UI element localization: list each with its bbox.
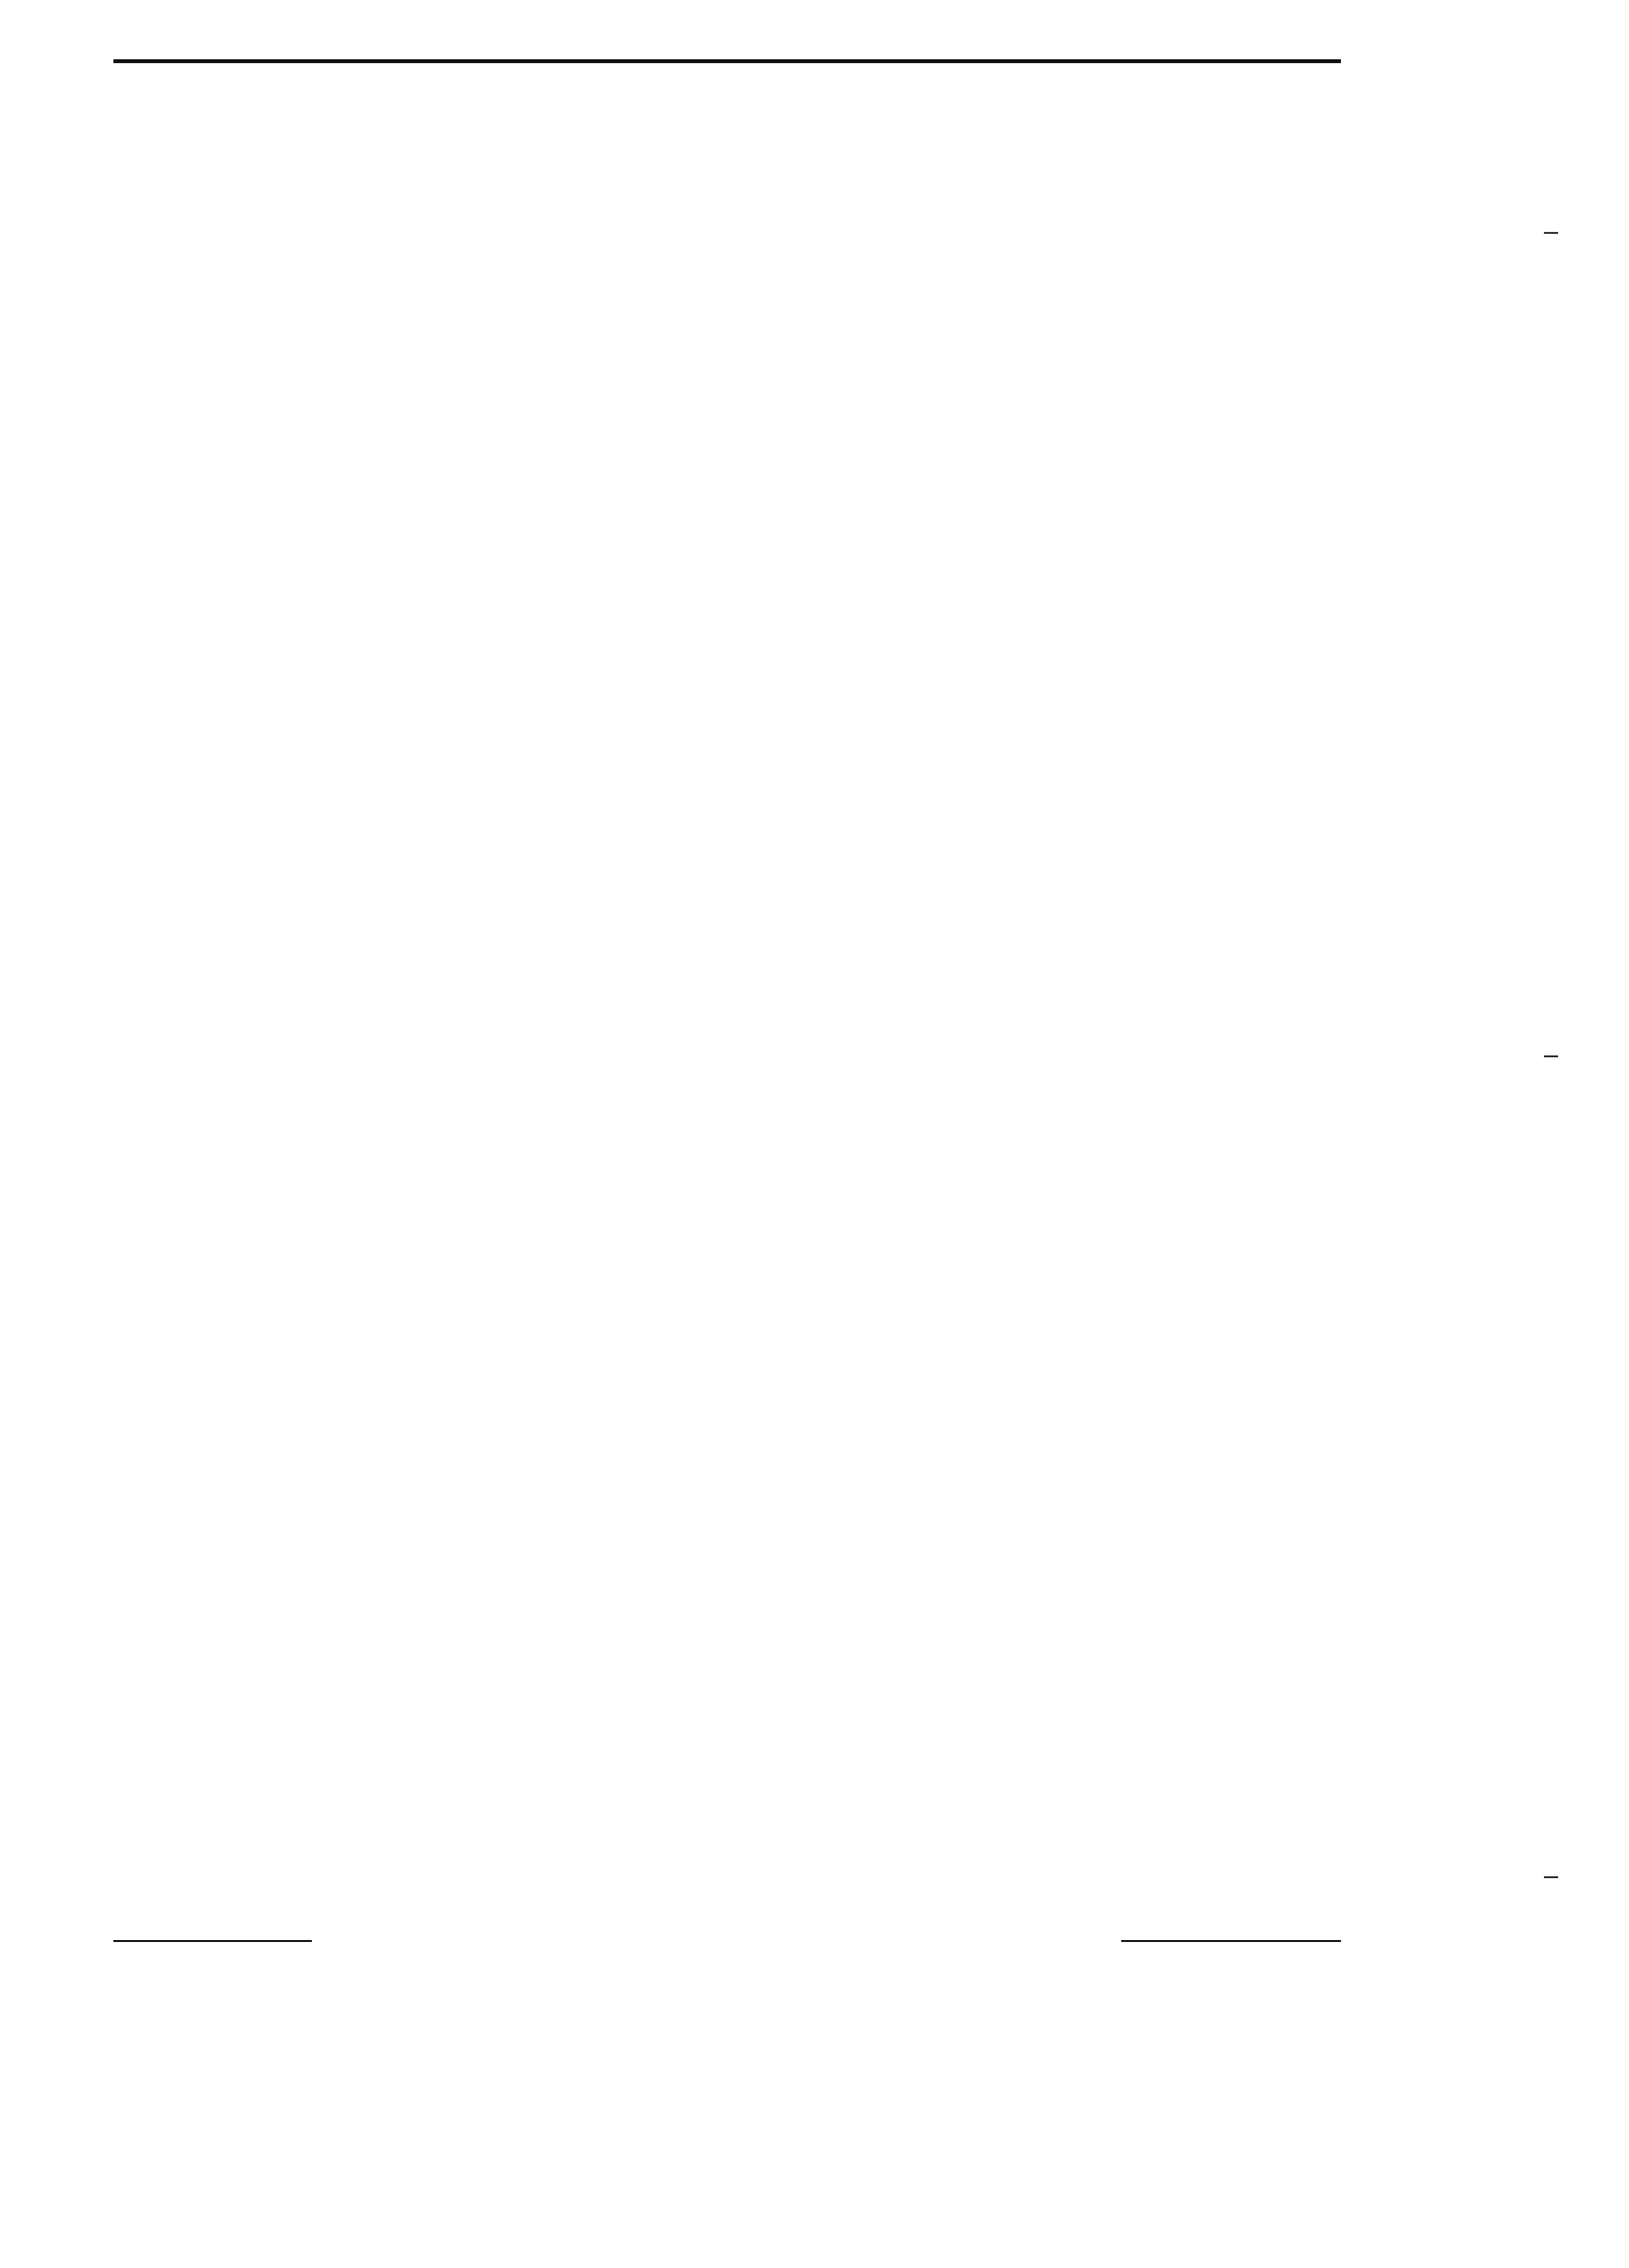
table-row bbox=[0, 307, 1629, 331]
table-row bbox=[0, 355, 1629, 379]
table-row bbox=[0, 1555, 1629, 1579]
table-row bbox=[0, 1131, 1629, 1155]
table-row bbox=[0, 1698, 1629, 1722]
table-row bbox=[0, 917, 1629, 941]
table-row bbox=[0, 1841, 1629, 1865]
table-row bbox=[0, 427, 1629, 450]
table-row bbox=[0, 1083, 1629, 1107]
table-row bbox=[0, 1865, 1629, 1888]
table-row bbox=[0, 1059, 1629, 1083]
table-row bbox=[0, 822, 1629, 845]
table-row bbox=[0, 1318, 1629, 1341]
table-row bbox=[0, 450, 1629, 474]
table-row bbox=[0, 1035, 1629, 1059]
table-row bbox=[0, 1817, 1629, 1841]
table-row bbox=[0, 165, 1629, 189]
table-row bbox=[0, 1202, 1629, 1226]
table-row bbox=[0, 498, 1629, 522]
margin-mark bbox=[1544, 232, 1558, 234]
table-row bbox=[0, 988, 1629, 1012]
table-row bbox=[0, 1722, 1629, 1745]
table-row bbox=[0, 1155, 1629, 1178]
margin-mark bbox=[1544, 1055, 1558, 1057]
table-row bbox=[0, 213, 1629, 236]
table-row bbox=[0, 1532, 1629, 1555]
table-row bbox=[0, 1341, 1629, 1365]
table-row bbox=[0, 236, 1629, 260]
table-row bbox=[0, 1437, 1629, 1461]
table-row bbox=[0, 1460, 1629, 1484]
table-row bbox=[0, 1484, 1629, 1508]
table-row bbox=[0, 869, 1629, 893]
table-row bbox=[0, 1603, 1629, 1627]
table-row bbox=[0, 774, 1629, 798]
margin-mark bbox=[1544, 1876, 1558, 1878]
table-row bbox=[0, 474, 1629, 498]
table-row bbox=[0, 679, 1629, 703]
table-row bbox=[0, 1365, 1629, 1389]
table-row bbox=[0, 1579, 1629, 1603]
header-rule bbox=[113, 59, 1341, 63]
table-row bbox=[0, 1745, 1629, 1769]
footer-rule-right bbox=[1121, 1940, 1341, 1942]
table-row bbox=[0, 655, 1629, 679]
table-row bbox=[0, 1675, 1629, 1698]
table-row bbox=[0, 703, 1629, 727]
table-row bbox=[0, 893, 1629, 917]
table-row bbox=[0, 379, 1629, 403]
table-row bbox=[0, 1226, 1629, 1250]
table-row bbox=[0, 1769, 1629, 1793]
table-row bbox=[0, 631, 1629, 655]
table-row bbox=[0, 1107, 1629, 1131]
table-row bbox=[0, 798, 1629, 822]
footer-rule-left bbox=[113, 1940, 312, 1942]
table-row bbox=[0, 260, 1629, 284]
table-row bbox=[0, 727, 1629, 751]
table-row bbox=[0, 1508, 1629, 1532]
table-row bbox=[0, 1012, 1629, 1035]
table-row bbox=[0, 331, 1629, 355]
table-row bbox=[0, 189, 1629, 213]
table-row bbox=[0, 403, 1629, 427]
table-row bbox=[0, 1413, 1629, 1437]
table-row bbox=[0, 1178, 1629, 1202]
table-row bbox=[0, 284, 1629, 308]
table-row bbox=[0, 751, 1629, 774]
table-row bbox=[0, 1651, 1629, 1675]
table-row bbox=[0, 941, 1629, 965]
table-row bbox=[0, 1627, 1629, 1651]
table-row bbox=[0, 965, 1629, 988]
table-row bbox=[0, 1793, 1629, 1817]
table-row bbox=[0, 1389, 1629, 1413]
table-row bbox=[0, 845, 1629, 869]
